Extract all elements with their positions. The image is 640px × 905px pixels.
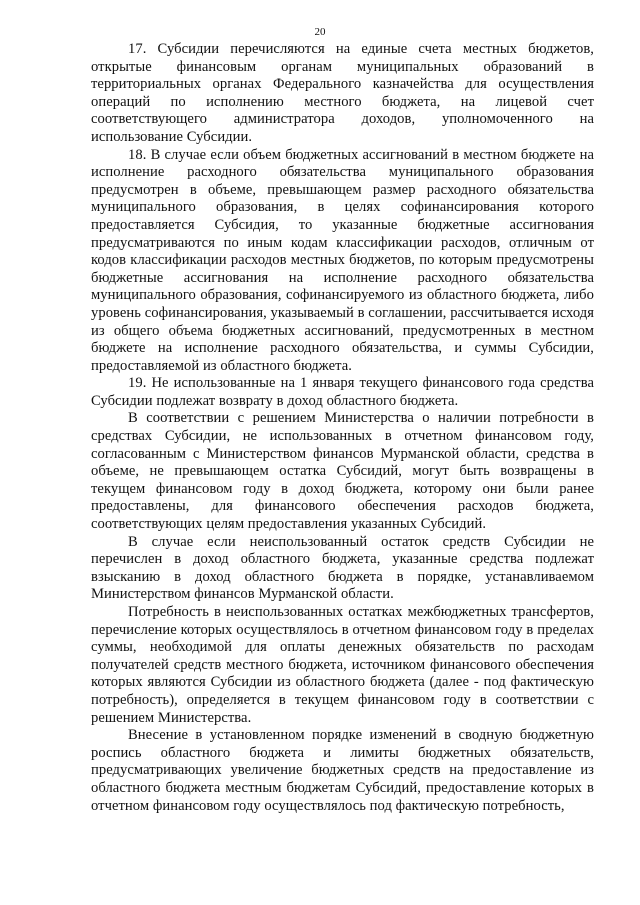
paragraph-17: 17. Субсидии перечисляются на единые счета местных бюджетов, открытые финансовым органам муниципальных образований в территориальных органах Федерального казначейства для осуществления операций по исполнению местного бюджета, на лицевой счет соответствующего администратора доходов, уполномоченного на использование Субсидии. (91, 41, 594, 145)
paragraph-unused-balance: В случае если неиспользованный остаток средств Субсидии не перечислен в доход областного бюджета, указанные средства подлежат взысканию в доход областного бюджета в порядке, устанавливаемом Министерством финансов Мурманской области. (91, 533, 594, 603)
page-number: 20 (314, 26, 326, 38)
paragraph-actual-need: Потребность в неиспользованных остатках межбюджетных трансфертов, перечисление которых осуществлялось в отчетном финансовом году в пределах суммы, необходимой для оплаты денежных обязательств по расходам получателей средств местного бюджета, источником финансового обеспечения которых являются Субсидии из областного бюджета (далее - под фактическую потребность), определяется в текущем финансовом году в соответствии с решением Министерства. (91, 604, 594, 726)
paragraph-18: 18. В случае если объем бюджетных ассигнований в местном бюджете на исполнение расходного обязательства муниципального образования предусмотрен в объеме, превышающем размер расходного обязательства муниципального образования, в целях софинансирования которого предоставляется Субсидия, то указанные бюджетные ассигнования предусматриваются по иным кодам классификации расходов, отличным от кодов классификации расходов местных бюджетов, по которым предусмотрены бюджетные ассигнования на исполнение расходного обязательства муниципального образования, софинансируемого из областного бюджета, либо уровень софинансирования, указываемый в соглашении, рассчитывается исходя из общего объема бюджетных ассигнований, предусмотренных в местном бюджете на исполнение расходного обязательства, и суммы Субсидии, предоставляемой из областного бюджета. (91, 146, 594, 374)
document-body (91, 41, 594, 815)
paragraph-budget-amendments: Внесение в установленном порядке изменений в сводную бюджетную роспись областного бюджета и лимиты бюджетных обязательств, предусматривающих увеличение бюджетных средств на предоставление из областного бюджета местным бюджетам Субсидий, предоставление которых в отчетном финансовом году осуществлялось под фактическую потребность, (91, 727, 594, 814)
paragraph-ministry-decision: В соответствии с решением Министерства о наличии потребности в средствах Субсидии, не использованных в отчетном финансовом году, согласованным с Министерством финансов Мурманской области, средства в объеме, не превышающем остатка Субсидий, могут быть возвращены в текущем финансовом году в доход бюджета, которому они были ранее предоставлены, для финансового обеспечения расходов бюджета, соответствующих целям предоставления указанных Субсидий. (91, 410, 594, 533)
paragraph-19: 19. Не использованные на 1 января текущего финансового года средства Субсидии подлежат возврату в доход областного бюджета. (91, 375, 594, 409)
